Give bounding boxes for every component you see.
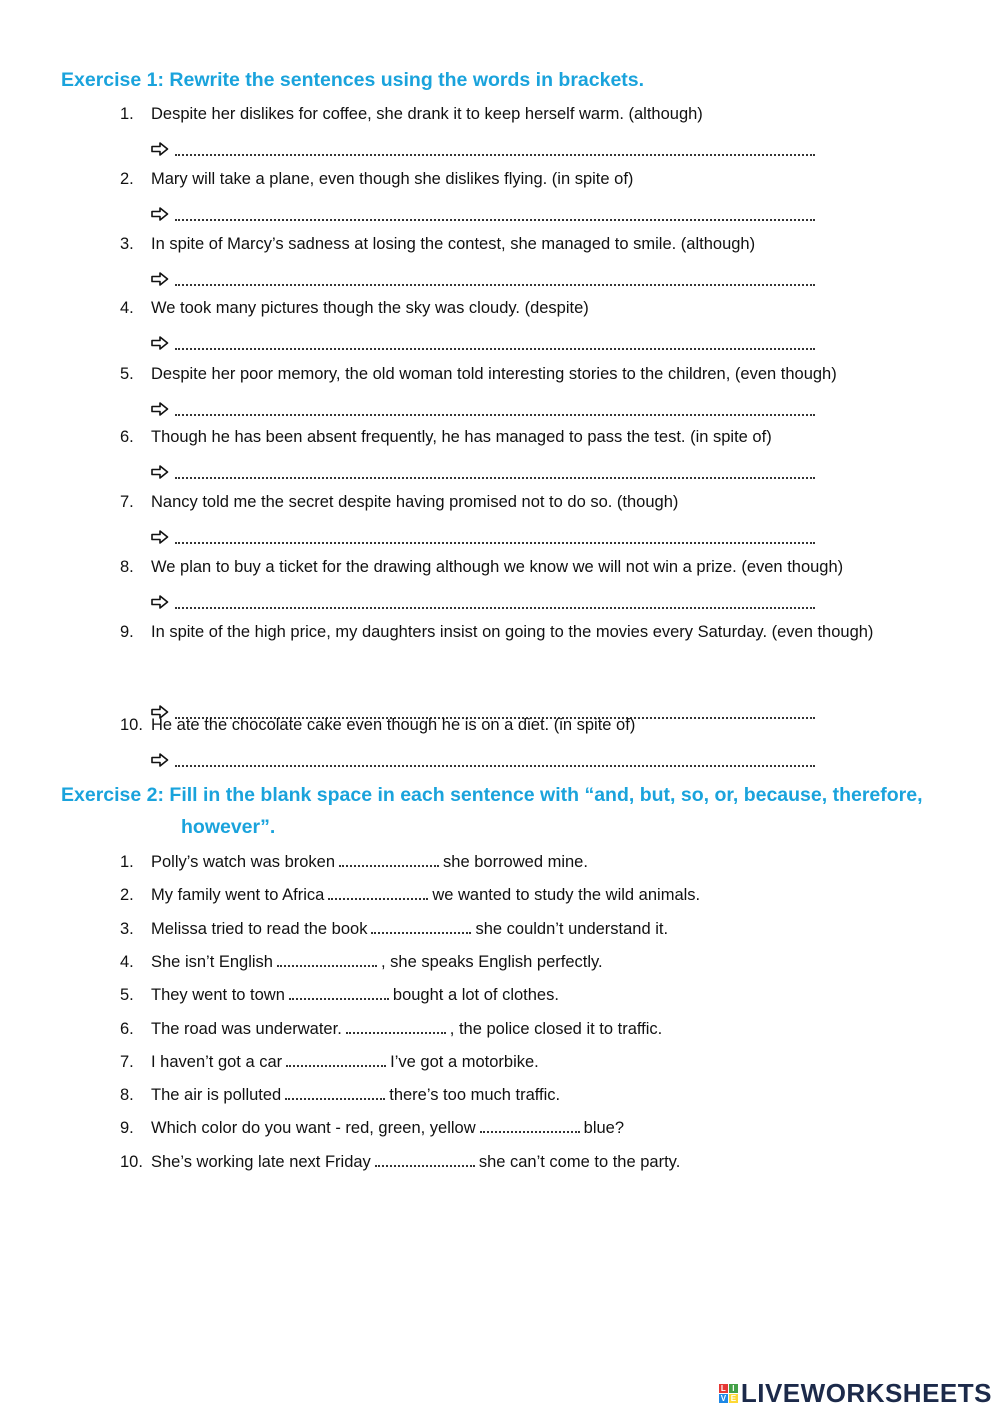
arrow-right-icon: [151, 465, 169, 479]
item-number: 8.: [120, 1086, 134, 1105]
blank-field[interactable]: [346, 1018, 446, 1034]
item-text: [151, 915, 939, 944]
text-before-blank: She isn’t English: [151, 952, 273, 971]
item-text: [151, 981, 939, 1010]
item-number: 1.: [120, 105, 134, 123]
text-after-blank: we wanted to study the wild animals.: [432, 886, 701, 905]
item-number: 5.: [120, 365, 134, 383]
blank-field[interactable]: [289, 984, 389, 1000]
item-text: Nancy told me the secret despite having promised not to do so. (though): [151, 493, 679, 511]
arrow-right-icon: [151, 595, 169, 609]
text-before-blank: They went to town: [151, 986, 285, 1005]
blank-field[interactable]: [339, 851, 439, 867]
logo-letter: E: [730, 1393, 737, 1403]
item-number: 2.: [120, 886, 134, 905]
item-text: [151, 1048, 939, 1077]
answer-line[interactable]: [151, 752, 815, 772]
item-number: 3.: [120, 919, 134, 938]
item-text: Despite her dislikes for coffee, she drank it to keep herself warm. (although): [151, 105, 703, 123]
logo-letter: V: [720, 1393, 727, 1403]
text-before-blank: I haven’t got a car: [151, 1052, 283, 1071]
item-text: [151, 1081, 939, 1110]
item-text: In spite of the high price, my daughters insist on going to the movies every Saturday. (even though): [151, 623, 874, 641]
arrow-right-icon: [151, 142, 169, 156]
text-after-blank: , she speaks English perfectly.: [381, 952, 603, 971]
item-text: We plan to buy a ticket for the drawing although we know we will not win a prize. (even though): [151, 558, 844, 576]
item-number: 5.: [120, 986, 134, 1005]
dotted-blank[interactable]: [175, 154, 815, 156]
arrow-right-icon: [151, 402, 169, 416]
item-number: 9.: [120, 623, 134, 641]
blank-field[interactable]: [375, 1151, 475, 1167]
text-before-blank: Polly’s watch was broken: [151, 853, 336, 871]
answer-line[interactable]: [151, 335, 815, 355]
arrow-right-icon: [151, 753, 169, 767]
text-after-blank: , the police closed it to traffic.: [449, 1019, 663, 1038]
text-after-blank: she couldn’t understand it.: [475, 919, 669, 938]
text-before-blank: The air is polluted: [151, 1086, 282, 1105]
arrow-right-icon: [151, 336, 169, 350]
item-number: 10.: [120, 716, 143, 734]
answer-line[interactable]: [151, 271, 815, 291]
item-number: 3.: [120, 235, 134, 253]
answer-line[interactable]: [151, 529, 815, 549]
logo-mark: [719, 1384, 738, 1403]
arrow-right-icon: [151, 207, 169, 221]
text-before-blank: The road was underwater.: [151, 1019, 342, 1038]
item-number: 2.: [120, 170, 134, 188]
item-number: 1.: [120, 853, 134, 871]
arrow-right-icon: [151, 272, 169, 286]
answer-line[interactable]: [151, 464, 815, 484]
text-before-blank: Which color do you want - red, green, yellow: [151, 1119, 476, 1138]
text-before-blank: She’s working late next Friday: [151, 1152, 371, 1171]
item-number: 7.: [120, 1052, 134, 1071]
item-number: 10.: [120, 1152, 143, 1171]
dotted-blank[interactable]: [175, 607, 815, 609]
blank-field[interactable]: [286, 1051, 386, 1067]
dotted-blank[interactable]: [175, 765, 815, 767]
text-after-blank: she can’t come to the party.: [478, 1152, 681, 1171]
item-text: Though he has been absent frequently, he has managed to pass the test. (in spite of): [151, 428, 772, 446]
item-text: [151, 848, 939, 877]
text-after-blank: blue?: [583, 1119, 625, 1138]
item-text: [151, 1114, 939, 1143]
item-number: 4.: [120, 952, 134, 971]
dotted-blank[interactable]: [175, 284, 815, 286]
blank-field[interactable]: [277, 951, 377, 967]
dotted-blank[interactable]: [175, 219, 815, 221]
dotted-blank[interactable]: [175, 542, 815, 544]
item-number: 7.: [120, 493, 134, 511]
item-text: [151, 881, 939, 910]
blank-field[interactable]: [480, 1117, 580, 1133]
item-text: [151, 1015, 939, 1044]
item-text: We took many pictures though the sky was cloudy. (despite): [151, 299, 589, 317]
exercise-1-heading: Exercise 1: Rewrite the sentences using the words in brackets.: [61, 69, 645, 91]
blank-field[interactable]: [328, 884, 428, 900]
dotted-blank[interactable]: [175, 477, 815, 479]
text-before-blank: My family went to Africa: [151, 886, 325, 905]
item-text: Mary will take a plane, even though she dislikes flying. (in spite of): [151, 170, 634, 188]
arrow-right-icon: [151, 530, 169, 544]
brand-name: LIVEWORKSHEETS: [740, 1377, 992, 1408]
item-number: 9.: [120, 1119, 134, 1138]
blank-field[interactable]: [371, 918, 471, 934]
text-after-blank: bought a lot of clothes.: [392, 986, 559, 1005]
item-text: He ate the chocolate cake even though he is on a diet. (in spite of): [151, 716, 636, 734]
logo-letter: I: [729, 1384, 738, 1393]
item-number: 4.: [120, 299, 134, 317]
text-after-blank: she borrowed mine.: [443, 853, 588, 871]
item-number: 6.: [120, 1019, 134, 1038]
exercise-2-heading: Exercise 2: Fill in the blank space in each sentence with “and, but, so, or, because, therefore,: [61, 784, 923, 806]
item-text: In spite of Marcy’s sadness at losing the contest, she managed to smile. (although): [151, 235, 756, 253]
dotted-blank[interactable]: [175, 414, 815, 416]
logo-letter: L: [719, 1384, 728, 1393]
dotted-blank[interactable]: [175, 348, 815, 350]
item-text: [151, 948, 939, 977]
answer-line[interactable]: [151, 206, 815, 226]
blank-field[interactable]: [285, 1084, 385, 1100]
liveworksheets-logo: [719, 1377, 992, 1409]
answer-line[interactable]: [151, 594, 815, 614]
item-number: 6.: [120, 428, 134, 446]
exercise-2-heading-cont: however”.: [181, 816, 276, 838]
item-text: [151, 1148, 939, 1177]
item-text: Despite her poor memory, the old woman told interesting stories to the children, (even though): [151, 365, 837, 383]
text-after-blank: I’ve got a motorbike.: [390, 1052, 539, 1071]
answer-line[interactable]: [151, 141, 815, 161]
answer-line[interactable]: [151, 401, 815, 421]
text-before-blank: Melissa tried to read the book: [151, 919, 368, 938]
text-after-blank: there’s too much traffic.: [389, 1086, 561, 1105]
item-number: 8.: [120, 558, 134, 576]
